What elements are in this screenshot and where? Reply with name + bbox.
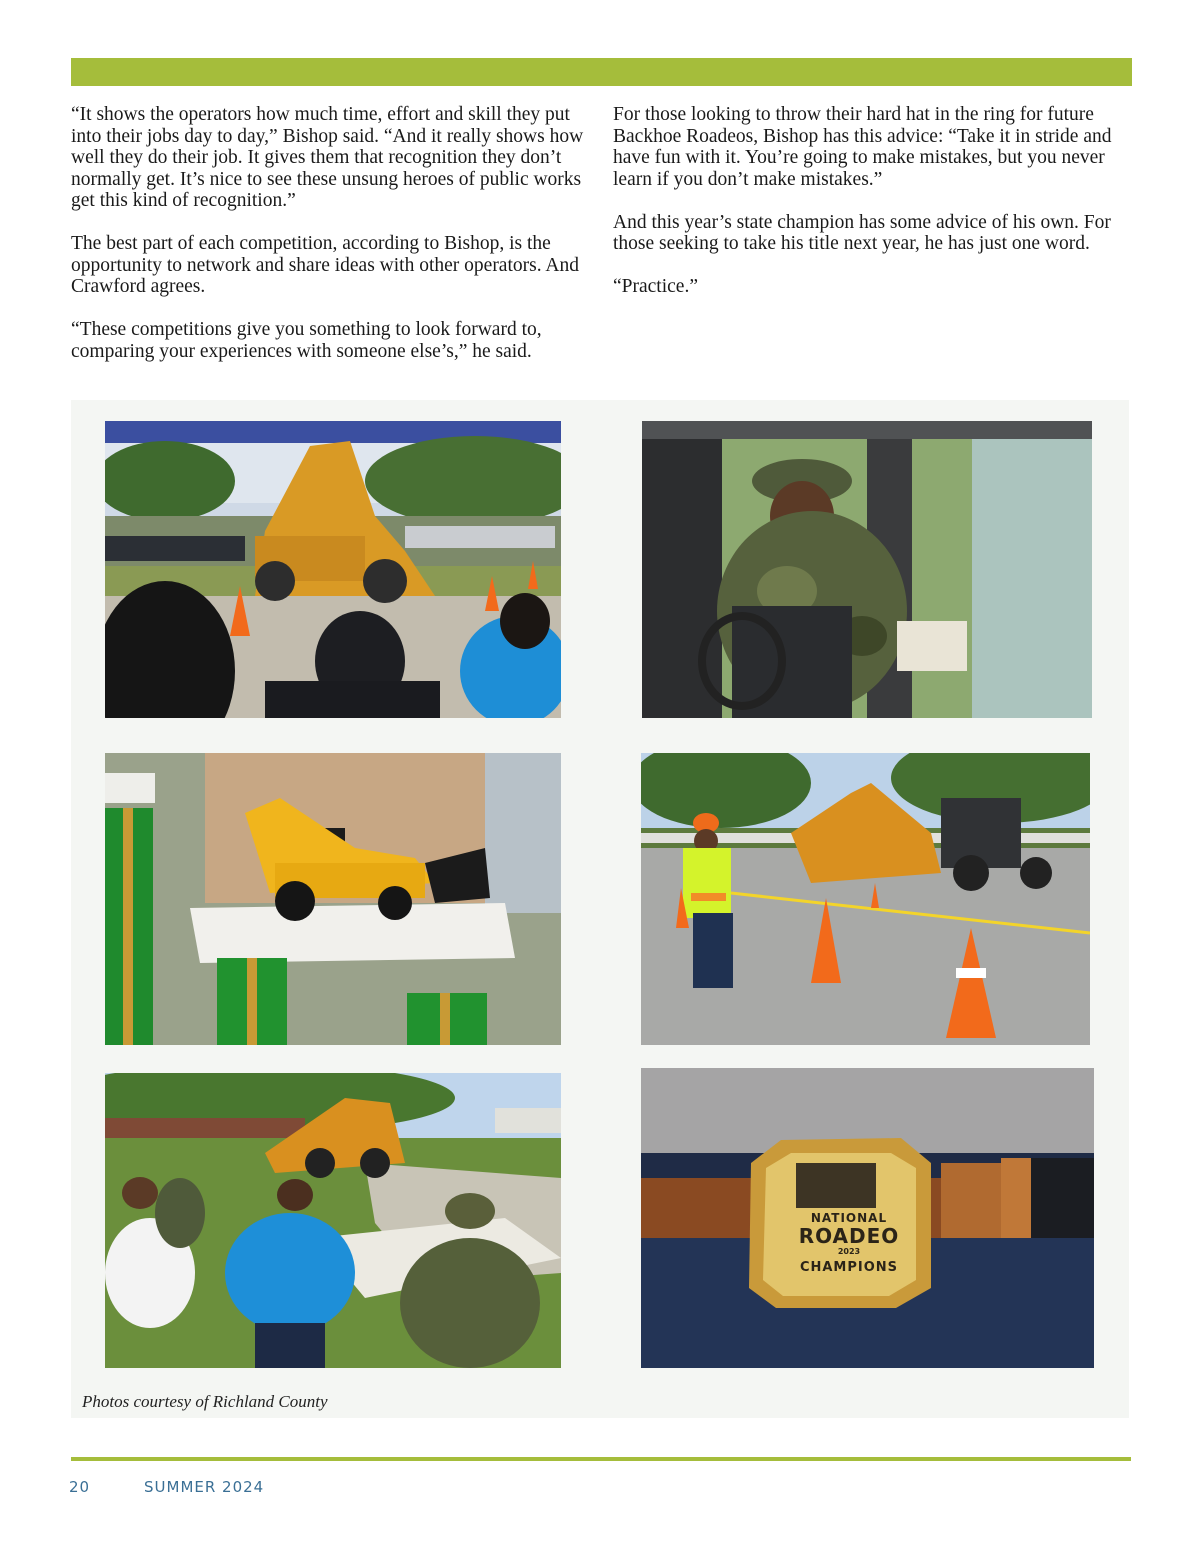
photo-judges-scoring-table [105,1073,561,1368]
photo-trophy-model-backhoe [105,753,561,1045]
paragraph: “These competitions give you something to look forward to, comparing your experiences with someone else’s,” he said. [71,319,542,362]
photo-worker-with-cones [641,753,1090,1045]
paragraph: “It shows the operators how much time, effort and skill they put into their jobs day to day,” Bishop said. “And it really shows how well they do their job. It gives them that recognition they don’t normally get. It’s nice to see these unsung heroes of public works get this kind of recognition.” [71,104,584,211]
top-accent-bar [71,58,1132,86]
photo-operator-in-cab [642,421,1092,718]
buckle-text-roadeo: ROADEO [798,1224,900,1248]
paragraph: And this year’s state champion has some advice of his own. For those seeking to take his title next year, he has just one word. [613,211,1111,254]
paragraph: “Practice.” [613,276,698,297]
paragraph: For those looking to throw their hard hat in the ring for future Backhoe Roadeos, Bishop has this advice: “Take it in stride and have fun with it. You’re going to make mistakes, but you never learn if you don’t make mistakes.” [613,104,1112,190]
photo-judges-watching-backhoe [105,421,561,718]
photo-champion-belt-buckle [641,1068,1094,1368]
photo-credit-caption: Photos courtesy of Richland County [82,1392,328,1411]
article-right-column [613,104,1133,319]
article-left-column [71,104,591,384]
buckle-text-year: 2023 [837,1247,861,1256]
paragraph: The best part of each competition, according to Bishop, is the opportunity to network and share ideas with other operators. And Crawford agrees. [71,233,579,297]
footer-rule [71,1457,1131,1461]
page-number: 20 [69,1478,91,1496]
buckle-text-champions: CHAMPIONS [799,1260,899,1275]
buckle-text-national: NATIONAL [810,1211,888,1225]
issue-label: SUMMER 2024 [144,1478,265,1496]
